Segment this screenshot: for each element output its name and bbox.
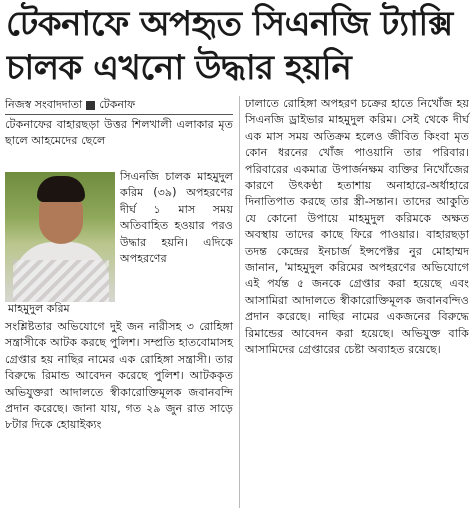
article-paragraph-bottom: সংশ্লিষ্টতার অভিযোগে দুই জন নারীসহ ৩ রোহিঙ্গা সন্ত্রাসীকে আটক করছে পুলিশ। সম্প্রতি হাতবোমাসহ গ্রেপ্তার হয় নাছির নামের এক রোহিঙ্গা সন্ত্রাসী। তার বিরুদ্ধে রিমান্ড আবেদন করেছে পুলিশ। আটককৃত অভিযুক্তরা আদালতে স্বীকারোক্তিমূলক জবানবন্দি প্রদান করেছে। জানা যায়, গত ২৯ জুন রাত সাড়ে ৮টার দিকে হোয়াইক্যং bbox=[5, 320, 233, 432]
byline-rule bbox=[5, 114, 233, 115]
column-divider bbox=[239, 96, 240, 508]
article-left-top bbox=[5, 117, 233, 150]
headline-line-1: টেকনাফে অপহৃত সিএনজি ট্যাক্সি bbox=[6, 4, 453, 44]
article-right-column bbox=[245, 96, 469, 359]
byline-location: টেকনাফ bbox=[99, 97, 136, 111]
square-bullet-icon bbox=[86, 101, 95, 110]
article-paragraph-right: ঢালাতে রোহিঙ্গা অপহরণ চক্রের হাতে নিখোঁজ হয় সিএনজি ড্রাইভার মাহমুদুল করিম। সেই থেকে দীর্ঘ এক মাস সময় অতিক্রম হলেও জীবিত কিংবা মৃত কোন ধরনের খোঁজ পাওয়ানি তার পরিবার। পরিবারের একমাত্র উপার্জনক্ষম ব্যক্তির নিখোঁজের কারণে উৎকণ্ঠা হতাশায় অনাহারে-অর্ধাহারে দিনাতিপাত করছে তার স্ত্রী-সন্তান। তাদের আকুতি যে কোনো উপায়ে মাহমুদুল করিমকে অক্ষত অবস্থায় তাদের কাছে ফিরে পাওয়ার। বাহারছড়া তদন্ত কেন্দ্রের ইনচার্জ ইন্সপেক্টর নুর মোহাম্মদ জানান, 'মাহমুদুল করিমের অপহরণের অভিযোগে এই পর্যন্ত ৫ জনকে গ্রেপ্তার করা হয়েছে এবং আসামিরা আদালতে স্বীকারোক্তিমূলক জবানবন্দিও প্রদান করেছে। নাছির নামের একজনের বিরুদ্ধে রিমান্ডের আবেদন করা হয়েছে। অভিযুক্ত বাকি আসামিদের গ্রেপ্তারের চেষ্টা অব্যাহত রয়েছে। bbox=[245, 97, 469, 357]
article-paragraph-side: সিএনজি চালক মাহমুদুল করিম (৩৯) অপহরণের দীর্ঘ ১ মাস সময় অতিবাহিত হওয়ার পরও উদ্ধার হয়নি। এদিকে অপহরণের bbox=[120, 170, 233, 266]
photo-caption: মাহমুদুল করিম bbox=[8, 302, 70, 315]
article-paragraph-intro: টেকনাফের বাহারছড়া উত্তর শিলখালী এলাকার মৃত ছালে আহমেদের ছেলে bbox=[5, 118, 233, 148]
photo-shirt-pattern bbox=[13, 260, 109, 302]
byline-reporter: নিজস্ব সংবাদদাতা bbox=[5, 97, 83, 111]
article-left-beside-photo bbox=[120, 169, 233, 267]
headline-line-2: চালক এখনো উদ্ধার হয়নি bbox=[6, 48, 352, 88]
headline bbox=[6, 2, 469, 90]
byline bbox=[5, 96, 233, 114]
portrait-photo bbox=[5, 172, 115, 302]
photo-hair bbox=[37, 176, 85, 202]
article-left-bottom bbox=[5, 319, 233, 434]
